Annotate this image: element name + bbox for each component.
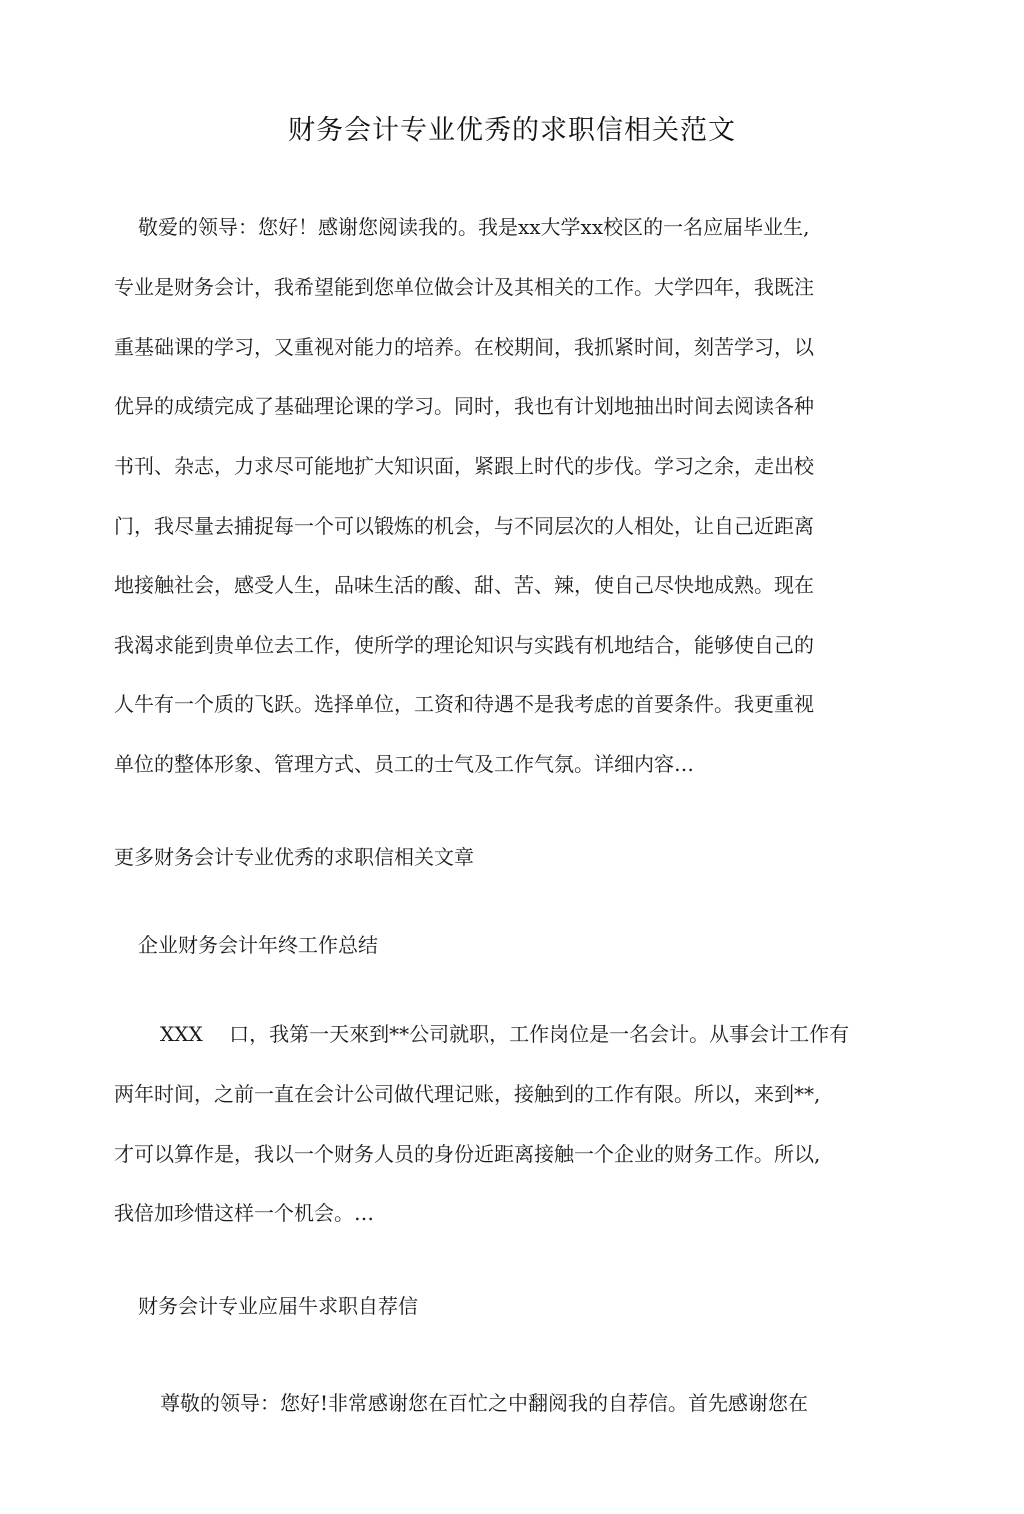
- intro-line-2: 专业是财务会计，我希望能到您单位做会计及其相关的工作。大学四年，我既注: [114, 275, 814, 299]
- document-title: 财务会计专业优秀的求职信相关范文: [288, 115, 736, 146]
- article1-line-1: XXX 口，我第一天來到**公司就职，工作岗位是一名会计。从事会计工作有: [160, 1022, 850, 1046]
- article1-line-3: 才可以算作是，我以一个财务人员的身份近距离接触一个企业的财务工作。所以,: [114, 1142, 821, 1166]
- more-articles-heading: 更多财务会计专业优秀的求职信相关文章: [114, 845, 474, 869]
- article2-line-1: 尊敬的领导：您好!非常感谢您在百忙之中翻阅我的自荐信。首先感谢您在: [160, 1391, 809, 1415]
- intro-line-7: 地接触社会，感受人生，品味生活的酸、甜、苦、辣，使自己尽快地成熟。现在: [114, 573, 814, 597]
- intro-line-3: 重基础课的学习，又重视对能力的培养。在校期间，我抓紧时间，刻苦学习，以: [114, 335, 814, 359]
- intro-line-8: 我渴求能到贵单位去工作，使所学的理论知识与实践有机地结合，能够使自己的: [114, 633, 814, 657]
- intro-line-10: 单位的整体形象、管理方式、员工的士气及工作气氛。详细内容…: [114, 752, 694, 776]
- article1-title: 企业财务会计年终工作总结: [138, 933, 378, 957]
- intro-line-9: 人牛有一个质的飞跃。选择单位，工资和待遇不是我考虑的首要条件。我更重视: [114, 692, 814, 716]
- intro-line-5: 书刊、杂志，力求尽可能地扩大知识面，紧跟上时代的步伐。学习之余，走出校: [114, 454, 814, 478]
- article2-title: 财务会计专业应届牛求职自荐信: [138, 1294, 418, 1318]
- article1-line-2: 两年时间，之前一直在会计公司做代理记账，接触到的工作有限。所以，来到**,: [114, 1082, 821, 1106]
- intro-line-4: 优异的成绩完成了基础理论课的学习。同时，我也有计划地抽出时间去阅读各种: [114, 394, 814, 418]
- intro-line-1: 敬爱的领导：您好！感谢您阅读我的。我是xx大学xx校区的一名应届毕业生,: [138, 215, 810, 239]
- intro-line-6: 门，我尽量去捕捉每一个可以锻炼的机会，与不同层次的人相处，让自己近距离: [114, 514, 814, 538]
- article1-line-4: 我倍加珍惜这样一个机会。…: [114, 1201, 374, 1225]
